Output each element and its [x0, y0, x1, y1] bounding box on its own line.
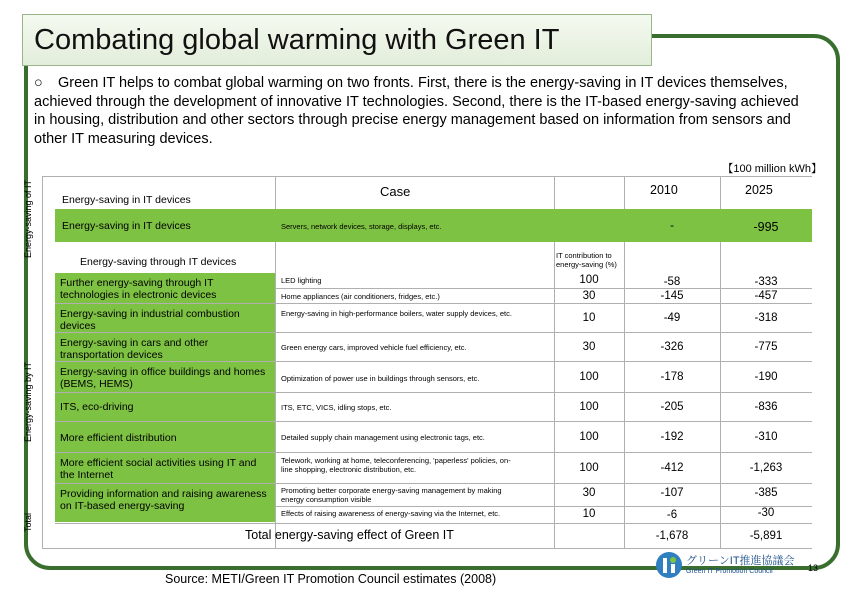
row-2025: -318 [754, 312, 778, 324]
intro-text: Green IT helps to combat global warming on two fronts. First, there is the energy-saving in IT devices themselves, achieved through the development of innovative IT technologies. Second, there is the IT-based energy-saving achieved in housing, distribution and other sectors through precise energy management based on information from sensors and other IT measuring devices. [34, 75, 799, 147]
row-sep [55, 361, 812, 362]
row-label: Energy-saving in industrial combustion devices [60, 308, 240, 332]
total-2010: -1,678 [655, 530, 689, 542]
side-label-by-it: Energy-saving by IT [23, 361, 33, 443]
row-2010: -412 [660, 462, 684, 474]
header-2025: 2025 [745, 183, 773, 197]
green-it-logo-icon [654, 550, 684, 580]
header-energy-saving-in-it: Energy-saving in IT devices [62, 194, 191, 206]
page-title: Combating global warming with Green IT [34, 24, 560, 56]
row-2010: -192 [660, 431, 684, 443]
logo-text-en: Green IT Promotion Council [686, 568, 773, 575]
intro-paragraph [34, 74, 810, 148]
row-2025: -836 [754, 401, 778, 413]
row-label: Providing information and raising awareness on IT-based energy-saving [60, 488, 267, 512]
row-sep [55, 332, 812, 333]
row-2010: -145 [660, 290, 684, 302]
source-note: Source: METI/Green IT Promotion Council estimates (2008) [165, 572, 497, 586]
row-label: More efficient distribution [60, 432, 177, 444]
page-number: 13 [808, 563, 819, 573]
table-border-left [42, 176, 43, 548]
row-sep [55, 452, 812, 453]
row-it-devices-case: Servers, network devices, storage, displays, etc. [281, 222, 442, 231]
row-pct: 100 [579, 371, 599, 383]
row-it-devices-label: Energy-saving in IT devices [62, 220, 191, 232]
row-sep [55, 421, 812, 422]
row-pct: 30 [582, 487, 596, 499]
unit-label: 【100 million kWh】 [722, 163, 822, 175]
table-top-line [42, 176, 812, 177]
row-2025: -385 [754, 487, 778, 499]
row-sep [55, 483, 812, 484]
row-2025: -457 [754, 290, 778, 302]
row-label: ITS, eco-driving [60, 401, 134, 413]
row-2025: -310 [754, 431, 778, 443]
row-2010: -6 [666, 509, 678, 521]
row-sep [55, 523, 812, 524]
row-pct: 30 [582, 341, 596, 353]
row-label: More efficient social activities using IT and the Internet [60, 457, 257, 481]
row-label: Energy-saving in cars and other transportation devices [60, 337, 209, 361]
header-energy-saving-through-it: Energy-saving through IT devices [80, 256, 237, 268]
row-case: Detailed supply chain management using electronic tags, etc. [281, 433, 485, 442]
row-2025: -30 [757, 507, 775, 519]
row-2025: -1,263 [749, 462, 783, 474]
row-2025: -775 [754, 341, 778, 353]
row-pct: 100 [579, 401, 599, 413]
row-case: LED lighting [281, 276, 322, 285]
total-label: Total energy-saving effect of Green IT [245, 528, 454, 542]
row-2025: -333 [754, 276, 778, 288]
row-pct: 100 [579, 274, 599, 286]
side-label-of-it: Energy-saving of IT [23, 179, 33, 259]
logo-text-jp: グリーンIT推進協議会 [686, 555, 795, 567]
row-label: Energy-saving in office buildings and homes (BEMS, HEMS) [60, 366, 266, 390]
row-label: Further energy-saving through IT technologies in electronic devices [60, 277, 217, 301]
row-2010: -178 [660, 371, 684, 383]
row-2025: -190 [754, 371, 778, 383]
row-sep [55, 392, 812, 393]
row-pct: 10 [582, 508, 596, 520]
row-case: Optimization of power use in buildings through sensors, etc. [281, 374, 480, 383]
row-pct: 10 [582, 312, 596, 324]
row-2010: -107 [660, 487, 684, 499]
row-sep [55, 303, 812, 304]
row-case: Green energy cars, improved vehicle fuel efficiency, etc. [281, 343, 467, 352]
row-sep [275, 288, 812, 289]
row-2010: -326 [660, 341, 684, 353]
row-case: ITS, ETC, VICS, idling stops, etc. [281, 403, 392, 412]
row-pct: 100 [579, 462, 599, 474]
row-case: Telework, working at home, teleconferencing, 'paperless' policies, on-line shopping, electronic distribution, etc. [281, 456, 511, 474]
row-case: Effects of raising awareness of energy-saving via the Internet, etc. [281, 509, 501, 518]
row-case: Home appliances (air conditioners, fridges, etc.) [281, 292, 440, 301]
total-2025: -5,891 [749, 530, 783, 542]
bullet-icon: ○ [34, 75, 43, 91]
row-pct: 100 [579, 431, 599, 443]
row-2010: -205 [660, 401, 684, 413]
row-case: Energy-saving in high-performance boilers, water supply devices, etc. [281, 309, 512, 318]
row-2010: -49 [663, 312, 681, 324]
header-case: Case [380, 184, 411, 199]
row-case: Promoting better corporate energy-saving management by making energy consumption visible [281, 486, 502, 504]
side-label-total: Total [23, 512, 33, 532]
header-2010: 2010 [650, 183, 678, 197]
green-it-logo [650, 548, 795, 582]
row-pct: 30 [582, 290, 596, 302]
row-it-devices-2010: - [670, 220, 674, 232]
row-2010: -58 [663, 276, 681, 288]
header-contribution: IT contribution to energy-saving (%) [556, 251, 617, 269]
row-it-devices-2025: -995 [753, 220, 779, 234]
